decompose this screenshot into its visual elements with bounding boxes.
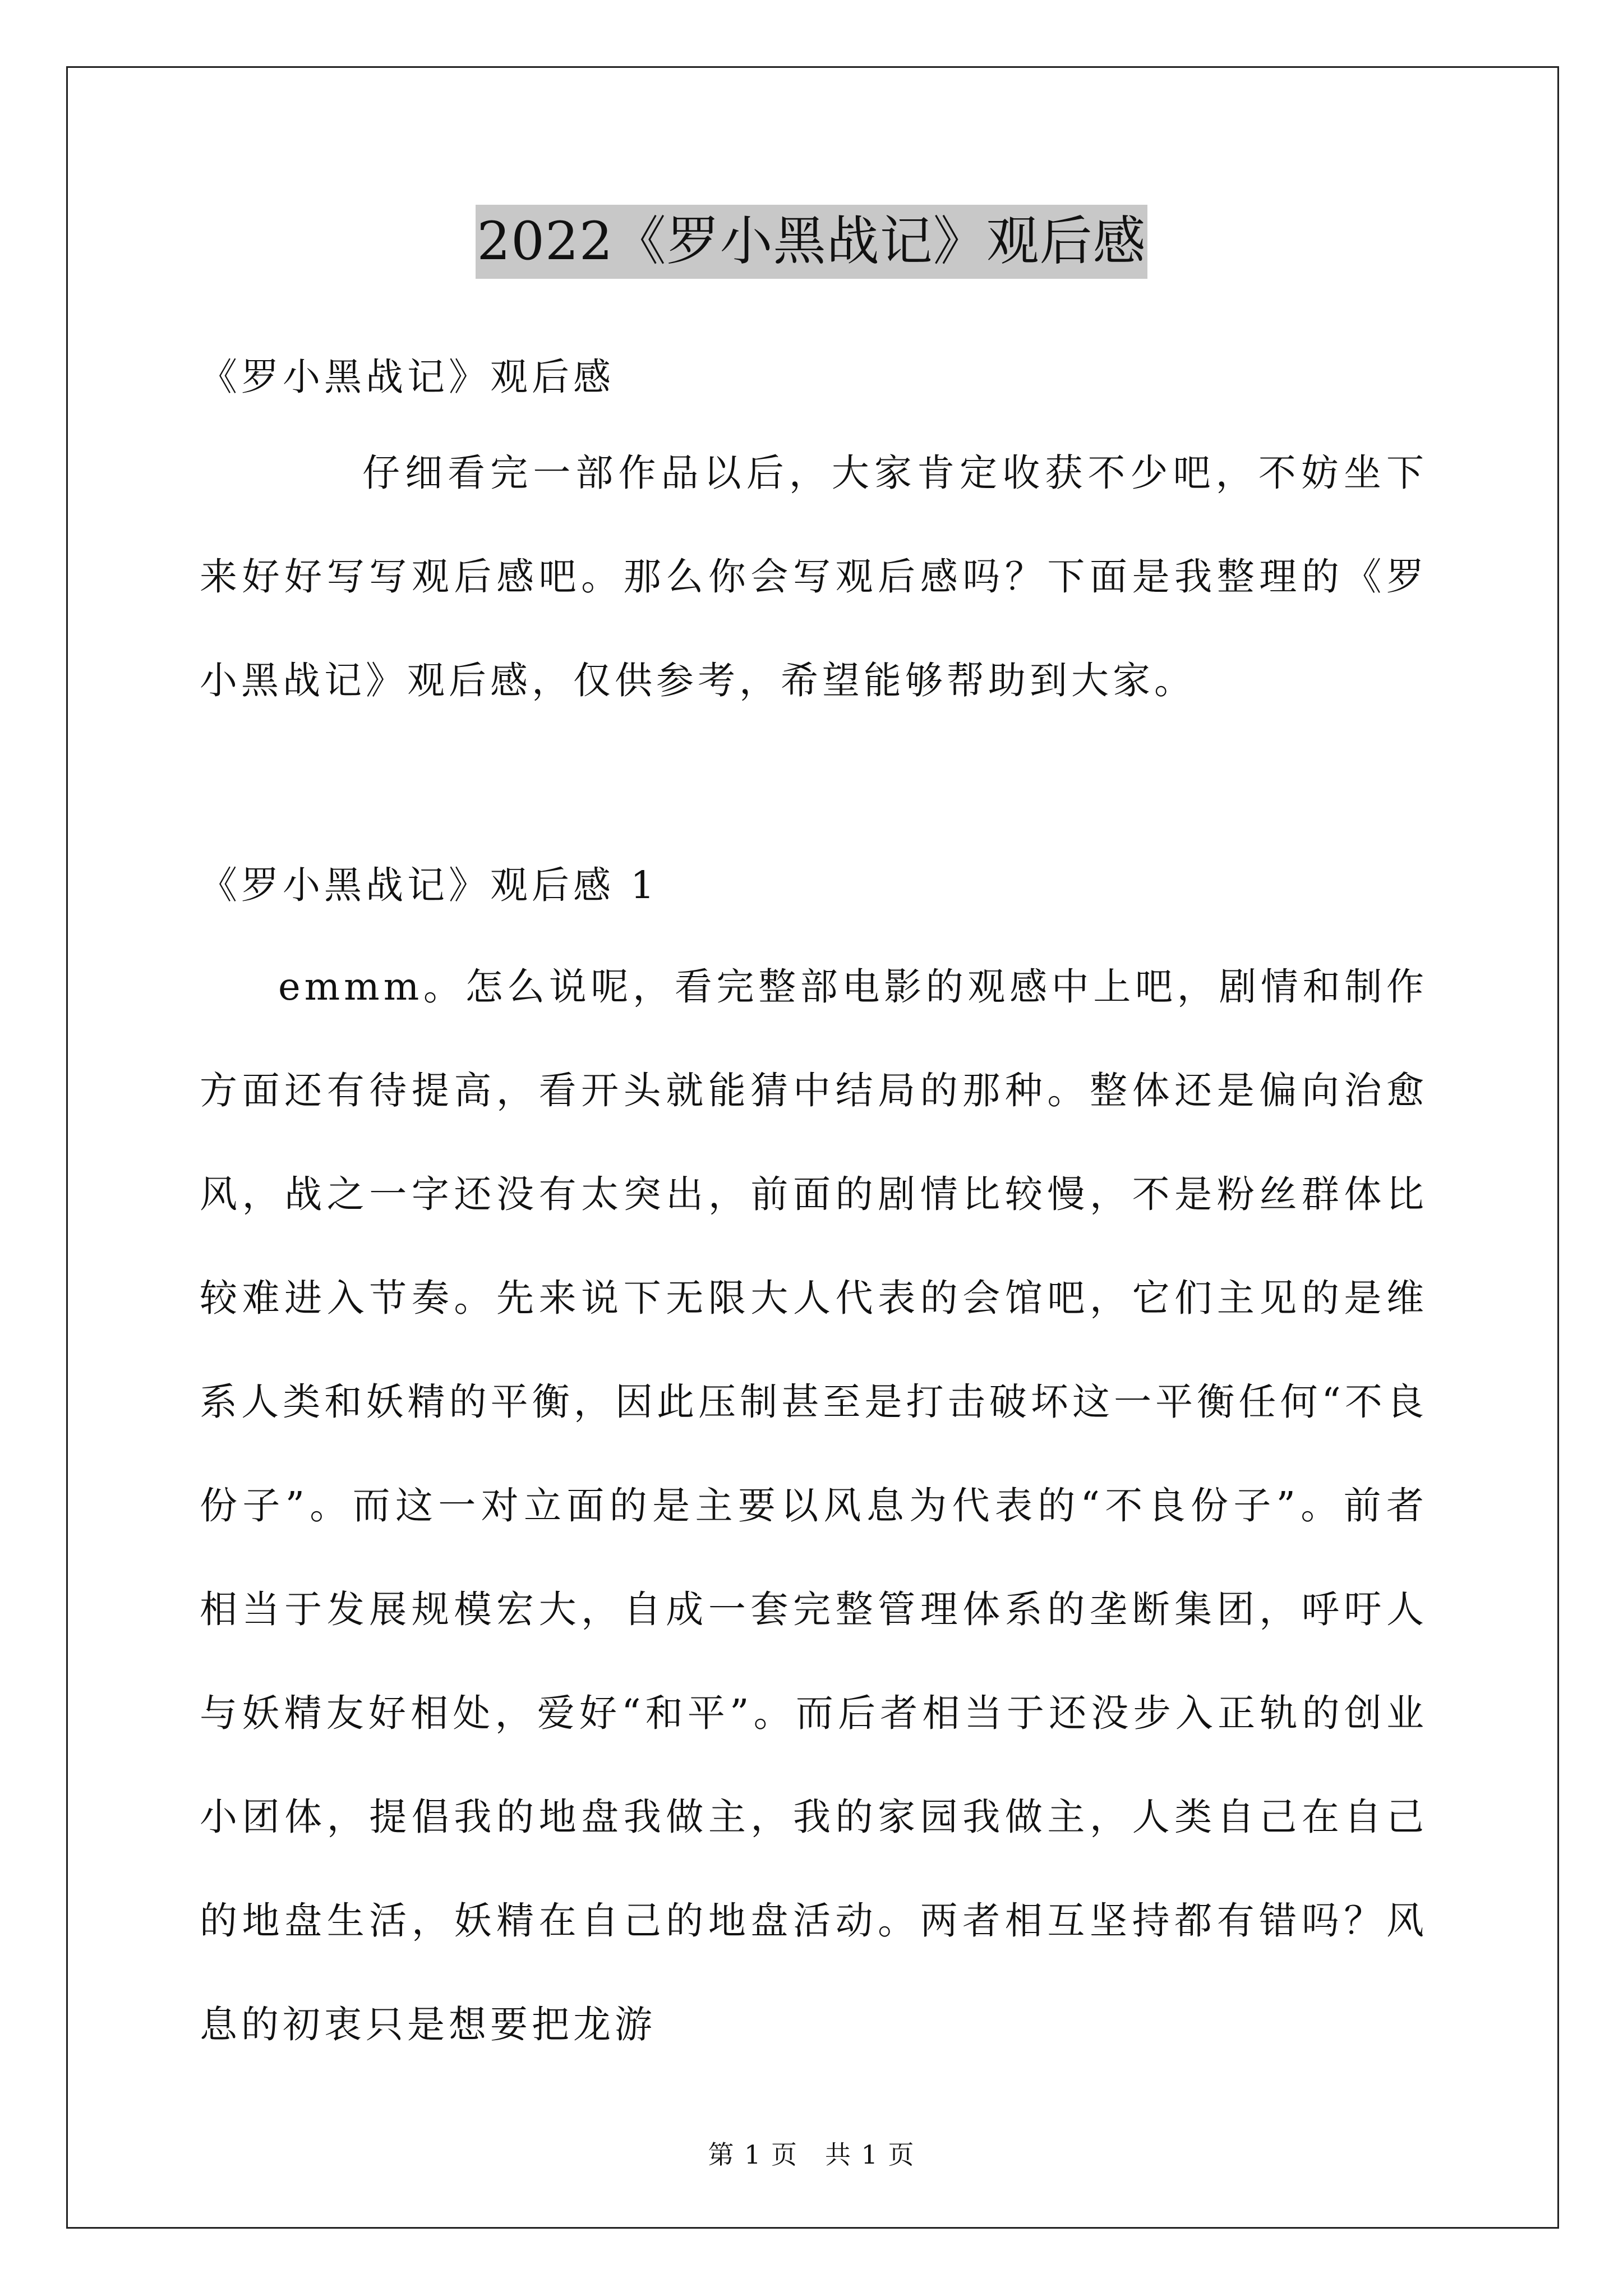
section-heading-1: 《罗小黑战记》观后感 1 [200, 863, 658, 907]
body-paragraph: emmm。怎么说呢，看完整部电影的观感中上吧，剧情和制作方面还有待提高，看开头就能猜中结局的那种。整体还是偏向治愈风，战之一字还没有太突出，前面的剧情比较慢，不是粉丝群体比较难进入节奏。先来说下无限大人代表的会馆吧，它们主见的是维系人类和妖精的平衡，因此压制甚至是打击破坏这一平衡任何“不良份子”。而这一对立面的是主要以风息为代表的“不良份子”。前者相当于发展规模宏大，自成一套完整管理体系的垄断集团，呼吁人与妖精友好相处，爱好“和平”。而后者相当于还没步入正轨的创业小团体，提倡我的地盘我做主，我的家园我做主，人类自己在自己的地盘生活，妖精在自己的地盘活动。两者相互坚持都有错吗？风息的初衷只是想要把龙游 [200, 965, 1428, 2046]
page-footer: 第 1 页 共 1 页 [708, 2139, 915, 2170]
section-spacer [200, 733, 1428, 845]
title-container [0, 205, 1623, 279]
document-body [200, 337, 1428, 2077]
document-title: 2022《罗小黑战记》观后感 [476, 205, 1147, 279]
section-heading-intro: 《罗小黑战记》观后感 [200, 355, 615, 399]
intro-paragraph: 仔细看完一部作品以后，大家肯定收获不少吧，不妨坐下来好好写写观后感吧。那么你会写观后感吗？下面是我整理的《罗小黑战记》观后感，仅供参考，希望能够帮助到大家。 [200, 451, 1428, 702]
